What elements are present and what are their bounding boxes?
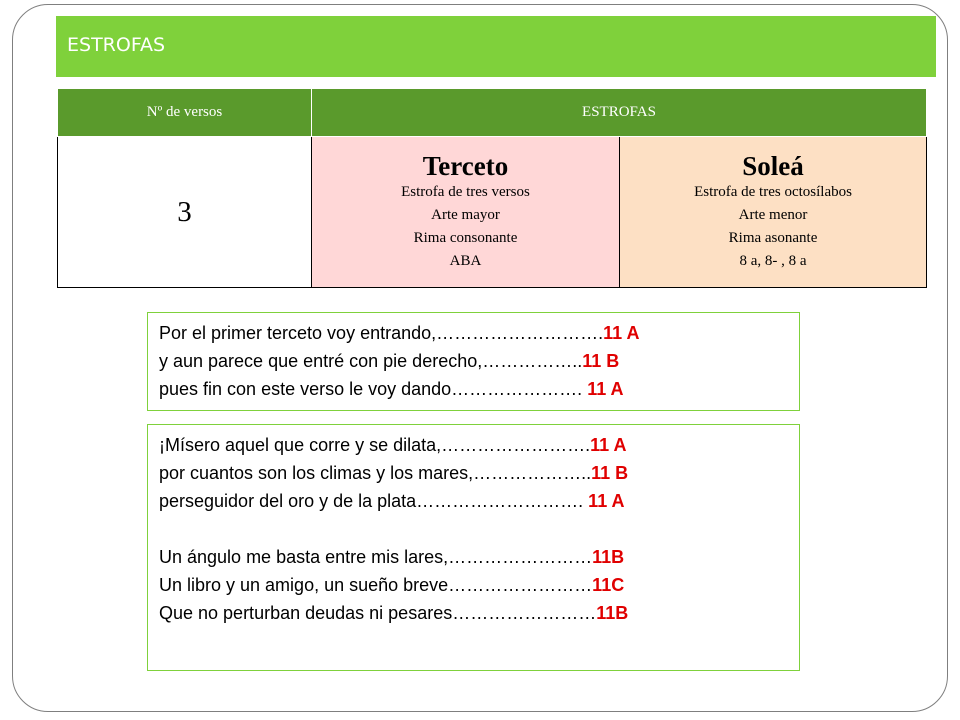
verse-line [159,377,624,401]
verse-line [159,321,640,345]
solea-line: Rima asonante [728,230,818,246]
rhyme-label: 11B [592,547,625,567]
example-terceto-box [147,312,800,411]
verse-line [159,489,625,513]
terceto-line: Rima consonante [413,230,518,246]
rhyme-label: 11 A [603,323,640,343]
verse-text: perseguidor del oro y de la plata………………………. [159,491,589,511]
verse-text: ¡Mísero aquel que corre y se dilata,……………………. [159,435,591,455]
verse-line [159,573,624,597]
terceto-title: Terceto [422,151,509,181]
terceto-line: ABA [449,253,482,269]
rhyme-label: 11C [592,575,625,595]
example-poem-box [147,424,800,671]
verse-text: y aun parece que entré con pie derecho,…………….. [159,351,583,371]
verse-text: Que no perturban deudas ni pesares…………………… [159,603,597,623]
solea-title: Soleá [742,151,804,181]
verse-text: Un ángulo me basta entre mis lares,…………………… [159,547,593,567]
verse-line [159,461,628,485]
verse-text: pues fin con este verso le voy dando…………………. [159,379,588,399]
verse-line [159,349,619,373]
rhyme-label: 11 B [582,351,620,371]
verse-text: Un libro y un amigo, un sueño breve…………………… [159,575,593,595]
solea-line: Arte menor [738,207,808,223]
verse-count-cell: 3 [58,137,312,288]
rhyme-label: 11 A [590,435,627,455]
column-header-strophes: ESTROFAS [312,89,927,137]
verse-text: Por el primer terceto voy entrando,………………………. [159,323,604,343]
verse-line [159,545,624,569]
terceto-line: Arte mayor [431,207,500,223]
table-header-row [58,89,927,137]
rhyme-label: 11 B [591,463,629,483]
solea-cell [620,137,927,288]
page-title: ESTROFAS [67,34,166,56]
table-row [58,137,927,288]
verse-text: por cuantos son los climas y los mares,……………….. [159,463,592,483]
rhyme-label: 11 A [587,379,624,399]
rhyme-label: 11 A [588,491,625,511]
solea-line: 8 a, 8- , 8 a [739,253,807,269]
title-bar [56,16,936,77]
column-header-verse-count: Nº de versos [58,89,312,137]
rhyme-label: 11B [596,603,629,623]
verse-line [159,433,627,457]
terceto-cell [312,137,620,288]
verse-line [159,601,628,625]
strophes-table [57,88,927,288]
terceto-line: Estrofa de tres versos [401,184,530,200]
solea-line: Estrofa de tres octosílabos [694,184,852,200]
